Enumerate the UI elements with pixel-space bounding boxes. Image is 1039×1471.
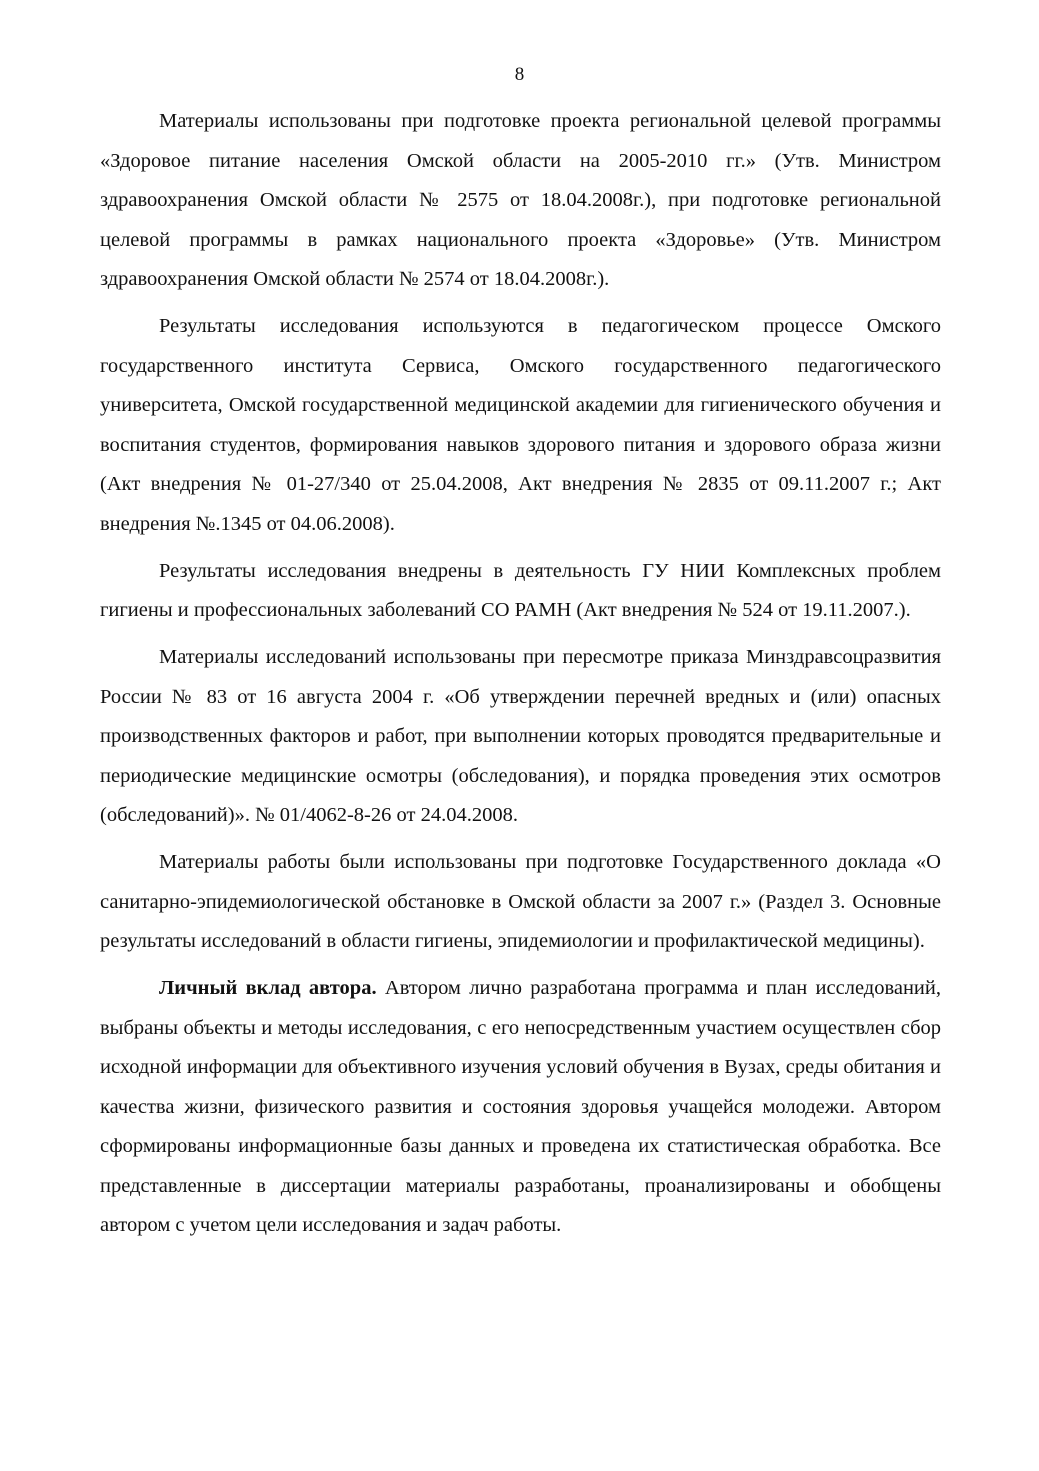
page-number: 8 [514,64,525,85]
page-body [100,102,941,1253]
paragraph-state-report: Материалы работы были использованы при подготовке Государственного доклада «О санитарно-эпидемиологической обстановке в Омской области за 2007 г.» (Раздел 3. Основные результаты исследований в области гигиены, эпидемиологии и профилактической медицины). [100,851,941,952]
paragraph-author-contribution [100,969,941,1246]
paragraph-results-pedagogical: Результаты исследования используются в педагогическом процессе Омского государственного института Сервиса, Омского государственного педагогического университета, Омской государственной медицинской академии для гигиенического обучения и воспитания студентов, формирования навыков здорового питания и здорового образа жизни (Акт внедрения № 01-27/340 от 25.04.2008, Акт внедрения № 2835 от 09.11.2007 г.; Акт внедрения №.1345 от 04.06.2008). [100,315,941,535]
paragraph-order-revision: Материалы исследований использованы при пересмотре приказа Минздравсоцразвития России № 83 от 16 августа 2004 г. «Об утверждении перечней вредных и (или) опасных производственных факторов и работ, при выполнении которых проводятся предварительные и периодические медицинские осмотры (обследования), и порядка проведения этих осмотров (обследований)». № 01/4062-8-26 от 24.04.2008. [100,646,941,826]
author-contribution-text: Автором лично разработана программа и план исследований, выбраны объекты и методы исследования, с его непосредственным участием осуществлен сбор исходной информации для объективного изучения условий обучения в Вузах, среды обитания и качества жизни, физического развития и состояния здоровья учащейся молодежи. Автором сформированы информационные базы данных и проведена их статистическая обработка. Все представленные в диссертации материалы разработаны, проанализированы и обобщены автором с учетом цели исследования и задач работы. [100,977,941,1236]
paragraph-materials-used: Материалы использованы при подготовке проекта региональной целевой программы «Здоровое питание населения Омской области на 2005-2010 гг.» (Утв. Министром здравоохранения Омской области № 2575 от 18.04.2008г.), при подготовке региональной целевой программы в рамках национального проекта «Здоровье» (Утв. Министром здравоохранения Омской области № 2574 от 18.04.2008г.). [100,110,941,290]
author-contribution-heading: Личный вклад автора. [159,977,377,999]
paragraph-results-implemented: Результаты исследования внедрены в деятельность ГУ НИИ Комплексных проблем гигиены и профессиональных заболеваний СО РАМН (Акт внедрения № 524 от 19.11.2007.). [100,559,941,621]
